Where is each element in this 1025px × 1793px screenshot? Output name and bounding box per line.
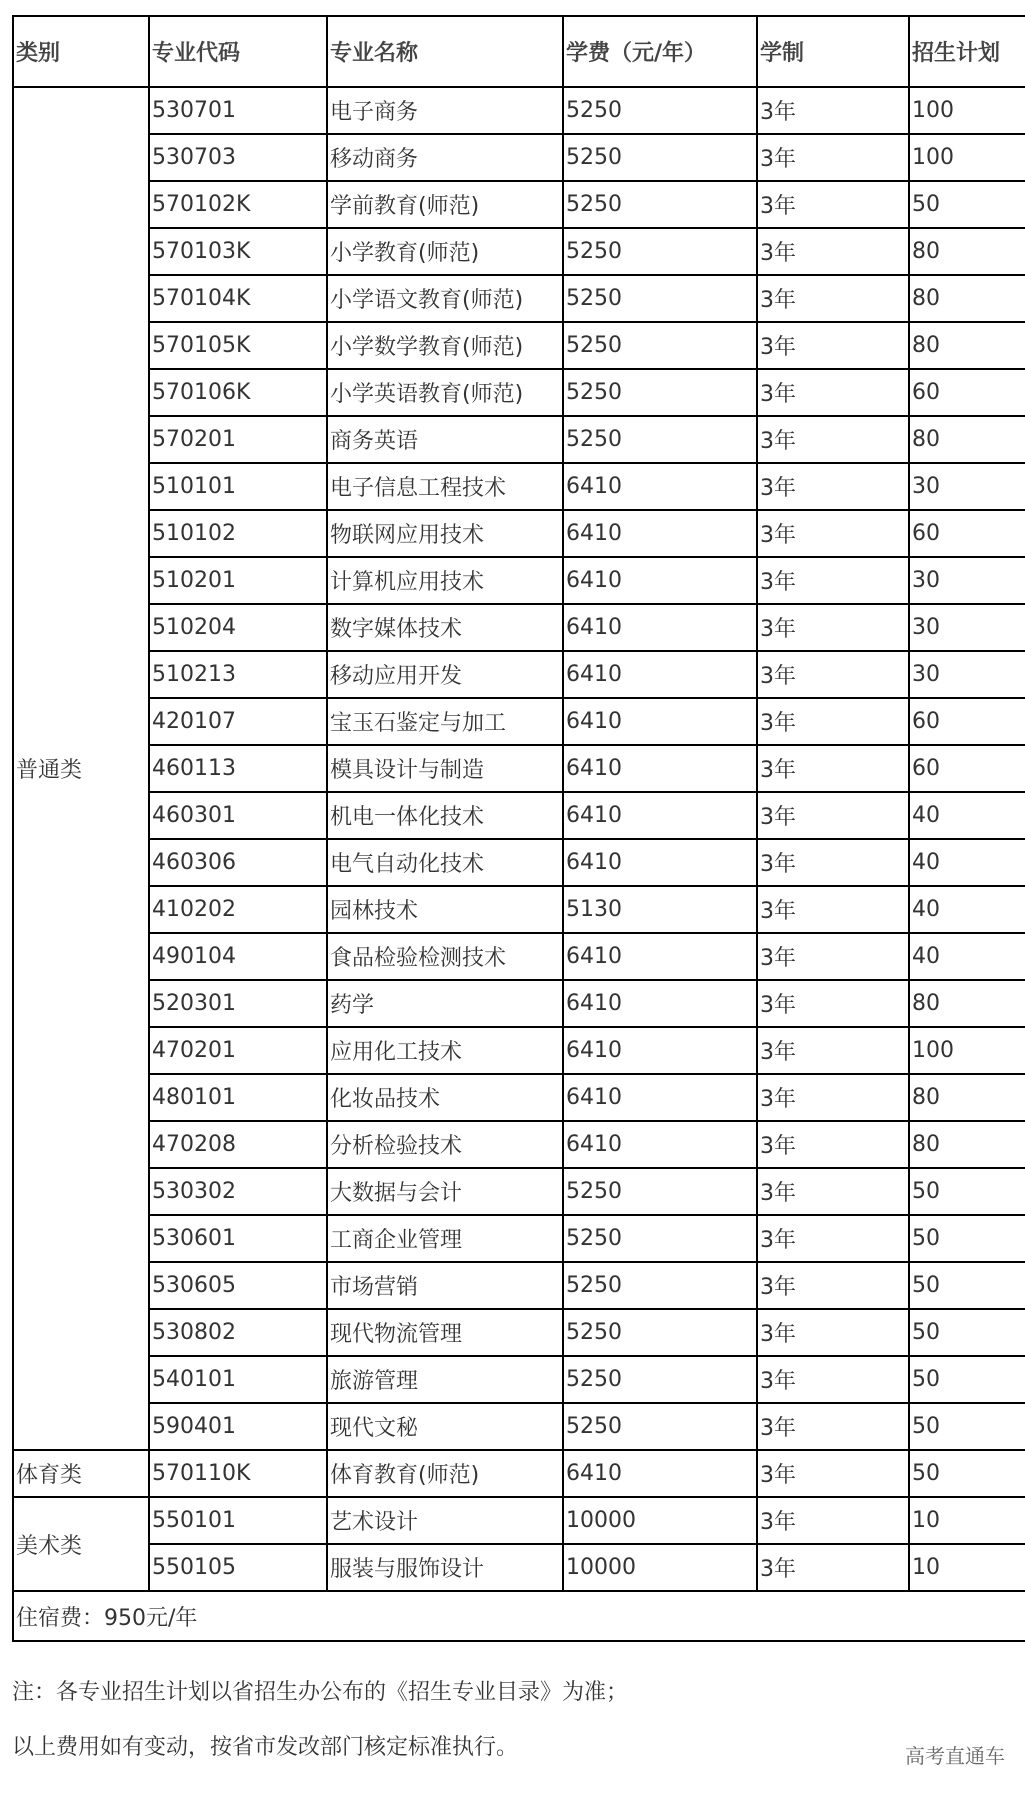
tuition-cell: 5250 [563, 1262, 757, 1309]
major-code-cell: 570201 [149, 416, 327, 463]
enrollment-plan-cell: 80 [909, 1074, 1025, 1121]
table-row [13, 792, 1025, 839]
major-name-cell: 现代物流管理 [327, 1309, 563, 1356]
tuition-cell: 6410 [563, 980, 757, 1027]
enrollment-plan-cell: 50 [909, 1403, 1025, 1450]
major-code-cell: 570105K [149, 322, 327, 369]
major-code-cell: 460113 [149, 745, 327, 792]
duration-cell: 3年 [757, 557, 909, 604]
duration-cell: 3年 [757, 510, 909, 557]
tuition-cell: 6410 [563, 839, 757, 886]
duration-cell: 3年 [757, 1074, 909, 1121]
note-enrollment-plan: 注：各专业招生计划以省招生办公布的《招生专业目录》为准； [12, 1680, 629, 1705]
major-name-cell: 电子商务 [327, 87, 563, 134]
major-name-cell: 园林技术 [327, 886, 563, 933]
major-name-cell: 机电一体化技术 [327, 792, 563, 839]
tuition-cell: 5250 [563, 1309, 757, 1356]
major-code-cell: 420107 [149, 698, 327, 745]
duration-cell: 3年 [757, 322, 909, 369]
duration-cell: 3年 [757, 1027, 909, 1074]
enrollment-plan-cell: 80 [909, 1121, 1025, 1168]
enrollment-plan-cell: 50 [909, 1215, 1025, 1262]
tuition-cell: 5250 [563, 1356, 757, 1403]
major-code-cell: 590401 [149, 1403, 327, 1450]
major-code-cell: 410202 [149, 886, 327, 933]
enrollment-plan-cell: 80 [909, 275, 1025, 322]
enrollment-plan-cell: 50 [909, 181, 1025, 228]
enrollment-plan-cell: 80 [909, 416, 1025, 463]
header-row [13, 16, 1025, 87]
header-major-name: 专业名称 [327, 16, 563, 87]
major-name-cell: 食品检验检测技术 [327, 933, 563, 980]
duration-cell: 3年 [757, 1450, 909, 1497]
major-code-cell: 550105 [149, 1544, 327, 1591]
enrollment-plan-cell: 100 [909, 134, 1025, 181]
major-name-cell: 市场营销 [327, 1262, 563, 1309]
enrollment-plan-cell: 80 [909, 322, 1025, 369]
tuition-cell: 5250 [563, 134, 757, 181]
tuition-cell: 6410 [563, 745, 757, 792]
major-code-cell: 510201 [149, 557, 327, 604]
table-row [13, 1356, 1025, 1403]
major-code-cell: 520301 [149, 980, 327, 1027]
major-code-cell: 570106K [149, 369, 327, 416]
tuition-cell: 6410 [563, 1027, 757, 1074]
duration-cell: 3年 [757, 1121, 909, 1168]
header-category: 类别 [13, 16, 149, 87]
table-row [13, 322, 1025, 369]
major-code-cell: 510213 [149, 651, 327, 698]
header-enrollment-plan: 招生计划 [909, 16, 1025, 87]
major-name-cell: 商务英语 [327, 416, 563, 463]
major-name-cell: 小学语文教育(师范) [327, 275, 563, 322]
duration-cell: 3年 [757, 87, 909, 134]
duration-cell: 3年 [757, 228, 909, 275]
tuition-cell: 5130 [563, 886, 757, 933]
major-code-cell: 530601 [149, 1215, 327, 1262]
category-cell: 普通类 [13, 87, 149, 1450]
duration-cell: 3年 [757, 1262, 909, 1309]
table-row [13, 1544, 1025, 1591]
tuition-cell: 6410 [563, 604, 757, 651]
tuition-cell: 10000 [563, 1544, 757, 1591]
enrollment-table [12, 15, 1025, 1642]
header-tuition: 学费（元/年） [563, 16, 757, 87]
dorm-fee-row [13, 1591, 1025, 1641]
table-row [13, 1262, 1025, 1309]
table-row [13, 1027, 1025, 1074]
major-name-cell: 数字媒体技术 [327, 604, 563, 651]
enrollment-plan-cell: 100 [909, 87, 1025, 134]
tuition-cell: 5250 [563, 1215, 757, 1262]
tuition-cell: 5250 [563, 87, 757, 134]
note-fee-changes: 以上费用如有变动，按省市发改部门核定标准执行。 [12, 1735, 519, 1760]
table-row [13, 651, 1025, 698]
table-row [13, 1497, 1025, 1544]
table-row [13, 416, 1025, 463]
enrollment-plan-cell: 30 [909, 604, 1025, 651]
enrollment-plan-cell: 30 [909, 557, 1025, 604]
major-name-cell: 药学 [327, 980, 563, 1027]
dorm-fee-cell: 住宿费：950元/年 [13, 1591, 1025, 1641]
enrollment-plan-cell: 80 [909, 228, 1025, 275]
major-code-cell: 470201 [149, 1027, 327, 1074]
duration-cell: 3年 [757, 839, 909, 886]
table-row [13, 1121, 1025, 1168]
table-row [13, 181, 1025, 228]
enrollment-plan-cell: 100 [909, 1027, 1025, 1074]
table-row [13, 980, 1025, 1027]
major-name-cell: 移动商务 [327, 134, 563, 181]
major-code-cell: 530703 [149, 134, 327, 181]
duration-cell: 3年 [757, 651, 909, 698]
duration-cell: 3年 [757, 933, 909, 980]
enrollment-plan-cell: 30 [909, 651, 1025, 698]
table-row [13, 557, 1025, 604]
tuition-cell: 5250 [563, 275, 757, 322]
table-row [13, 933, 1025, 980]
table-row [13, 604, 1025, 651]
tuition-cell: 6410 [563, 1074, 757, 1121]
duration-cell: 3年 [757, 369, 909, 416]
major-name-cell: 模具设计与制造 [327, 745, 563, 792]
duration-cell: 3年 [757, 1544, 909, 1591]
enrollment-plan-cell: 40 [909, 886, 1025, 933]
major-name-cell: 物联网应用技术 [327, 510, 563, 557]
tuition-cell: 6410 [563, 510, 757, 557]
major-code-cell: 540101 [149, 1356, 327, 1403]
duration-cell: 3年 [757, 792, 909, 839]
major-name-cell: 电气自动化技术 [327, 839, 563, 886]
table-row [13, 275, 1025, 322]
major-name-cell: 小学教育(师范) [327, 228, 563, 275]
major-name-cell: 现代文秘 [327, 1403, 563, 1450]
major-name-cell: 电子信息工程技术 [327, 463, 563, 510]
tuition-cell: 6410 [563, 698, 757, 745]
table-row [13, 228, 1025, 275]
major-code-cell: 550101 [149, 1497, 327, 1544]
tuition-cell: 6410 [563, 792, 757, 839]
tuition-cell: 10000 [563, 1497, 757, 1544]
duration-cell: 3年 [757, 134, 909, 181]
duration-cell: 3年 [757, 1356, 909, 1403]
watermark: 高考直通车 [905, 1744, 1005, 1768]
duration-cell: 3年 [757, 416, 909, 463]
duration-cell: 3年 [757, 1403, 909, 1450]
major-code-cell: 480101 [149, 1074, 327, 1121]
table-row [13, 886, 1025, 933]
tuition-cell: 6410 [563, 1450, 757, 1497]
table-row [13, 510, 1025, 557]
enrollment-plan-cell: 40 [909, 792, 1025, 839]
major-code-cell: 530701 [149, 87, 327, 134]
major-name-cell: 化妆品技术 [327, 1074, 563, 1121]
table-row [13, 1450, 1025, 1497]
duration-cell: 3年 [757, 1309, 909, 1356]
major-code-cell: 570103K [149, 228, 327, 275]
major-code-cell: 460301 [149, 792, 327, 839]
tuition-cell: 6410 [563, 651, 757, 698]
header-duration: 学制 [757, 16, 909, 87]
duration-cell: 3年 [757, 980, 909, 1027]
tuition-cell: 6410 [563, 557, 757, 604]
category-cell: 体育类 [13, 1450, 149, 1497]
duration-cell: 3年 [757, 1215, 909, 1262]
major-code-cell: 510102 [149, 510, 327, 557]
table-row [13, 369, 1025, 416]
tuition-cell: 5250 [563, 181, 757, 228]
major-name-cell: 宝玉石鉴定与加工 [327, 698, 563, 745]
major-name-cell: 体育教育(师范) [327, 1450, 563, 1497]
duration-cell: 3年 [757, 698, 909, 745]
duration-cell: 3年 [757, 1497, 909, 1544]
enrollment-plan-cell: 60 [909, 369, 1025, 416]
tuition-cell: 5250 [563, 416, 757, 463]
major-name-cell: 学前教育(师范) [327, 181, 563, 228]
table-row [13, 1074, 1025, 1121]
major-name-cell: 旅游管理 [327, 1356, 563, 1403]
enrollment-plan-cell: 60 [909, 745, 1025, 792]
major-code-cell: 530302 [149, 1168, 327, 1215]
enrollment-plan-cell: 40 [909, 933, 1025, 980]
tuition-cell: 6410 [563, 933, 757, 980]
enrollment-plan-cell: 30 [909, 463, 1025, 510]
table-row [13, 745, 1025, 792]
major-name-cell: 服装与服饰设计 [327, 1544, 563, 1591]
major-name-cell: 小学英语教育(师范) [327, 369, 563, 416]
duration-cell: 3年 [757, 1168, 909, 1215]
enrollment-plan-cell: 10 [909, 1497, 1025, 1544]
major-code-cell: 570104K [149, 275, 327, 322]
enrollment-plan-cell: 50 [909, 1450, 1025, 1497]
major-code-cell: 510101 [149, 463, 327, 510]
enrollment-plan-cell: 40 [909, 839, 1025, 886]
tuition-cell: 5250 [563, 322, 757, 369]
major-code-cell: 570102K [149, 181, 327, 228]
table-row [13, 1215, 1025, 1262]
major-name-cell: 工商企业管理 [327, 1215, 563, 1262]
major-name-cell: 移动应用开发 [327, 651, 563, 698]
duration-cell: 3年 [757, 745, 909, 792]
tuition-cell: 6410 [563, 463, 757, 510]
major-name-cell: 计算机应用技术 [327, 557, 563, 604]
major-name-cell: 应用化工技术 [327, 1027, 563, 1074]
header-major-code: 专业代码 [149, 16, 327, 87]
tuition-cell: 5250 [563, 1403, 757, 1450]
enrollment-plan-cell: 50 [909, 1356, 1025, 1403]
table-row [13, 463, 1025, 510]
table-row [13, 1403, 1025, 1450]
enrollment-plan-cell: 50 [909, 1168, 1025, 1215]
major-code-cell: 470208 [149, 1121, 327, 1168]
major-code-cell: 510204 [149, 604, 327, 651]
major-name-cell: 分析检验技术 [327, 1121, 563, 1168]
table-row [13, 698, 1025, 745]
table-row [13, 1309, 1025, 1356]
major-code-cell: 490104 [149, 933, 327, 980]
tuition-cell: 5250 [563, 228, 757, 275]
major-name-cell: 大数据与会计 [327, 1168, 563, 1215]
duration-cell: 3年 [757, 275, 909, 322]
major-code-cell: 570110K [149, 1450, 327, 1497]
table-row [13, 134, 1025, 181]
enrollment-plan-cell: 10 [909, 1544, 1025, 1591]
major-code-cell: 530605 [149, 1262, 327, 1309]
duration-cell: 3年 [757, 604, 909, 651]
major-name-cell: 小学数学教育(师范) [327, 322, 563, 369]
tuition-cell: 6410 [563, 1121, 757, 1168]
enrollment-plan-cell: 60 [909, 510, 1025, 557]
enrollment-plan-cell: 50 [909, 1309, 1025, 1356]
duration-cell: 3年 [757, 886, 909, 933]
tuition-cell: 5250 [563, 1168, 757, 1215]
table-row [13, 1168, 1025, 1215]
enrollment-plan-cell: 60 [909, 698, 1025, 745]
tuition-cell: 5250 [563, 369, 757, 416]
major-code-cell: 530802 [149, 1309, 327, 1356]
enrollment-plan-cell: 80 [909, 980, 1025, 1027]
table-row [13, 839, 1025, 886]
duration-cell: 3年 [757, 181, 909, 228]
major-name-cell: 艺术设计 [327, 1497, 563, 1544]
table-row [13, 87, 1025, 134]
major-code-cell: 460306 [149, 839, 327, 886]
category-cell: 美术类 [13, 1497, 149, 1591]
duration-cell: 3年 [757, 463, 909, 510]
enrollment-plan-cell: 50 [909, 1262, 1025, 1309]
